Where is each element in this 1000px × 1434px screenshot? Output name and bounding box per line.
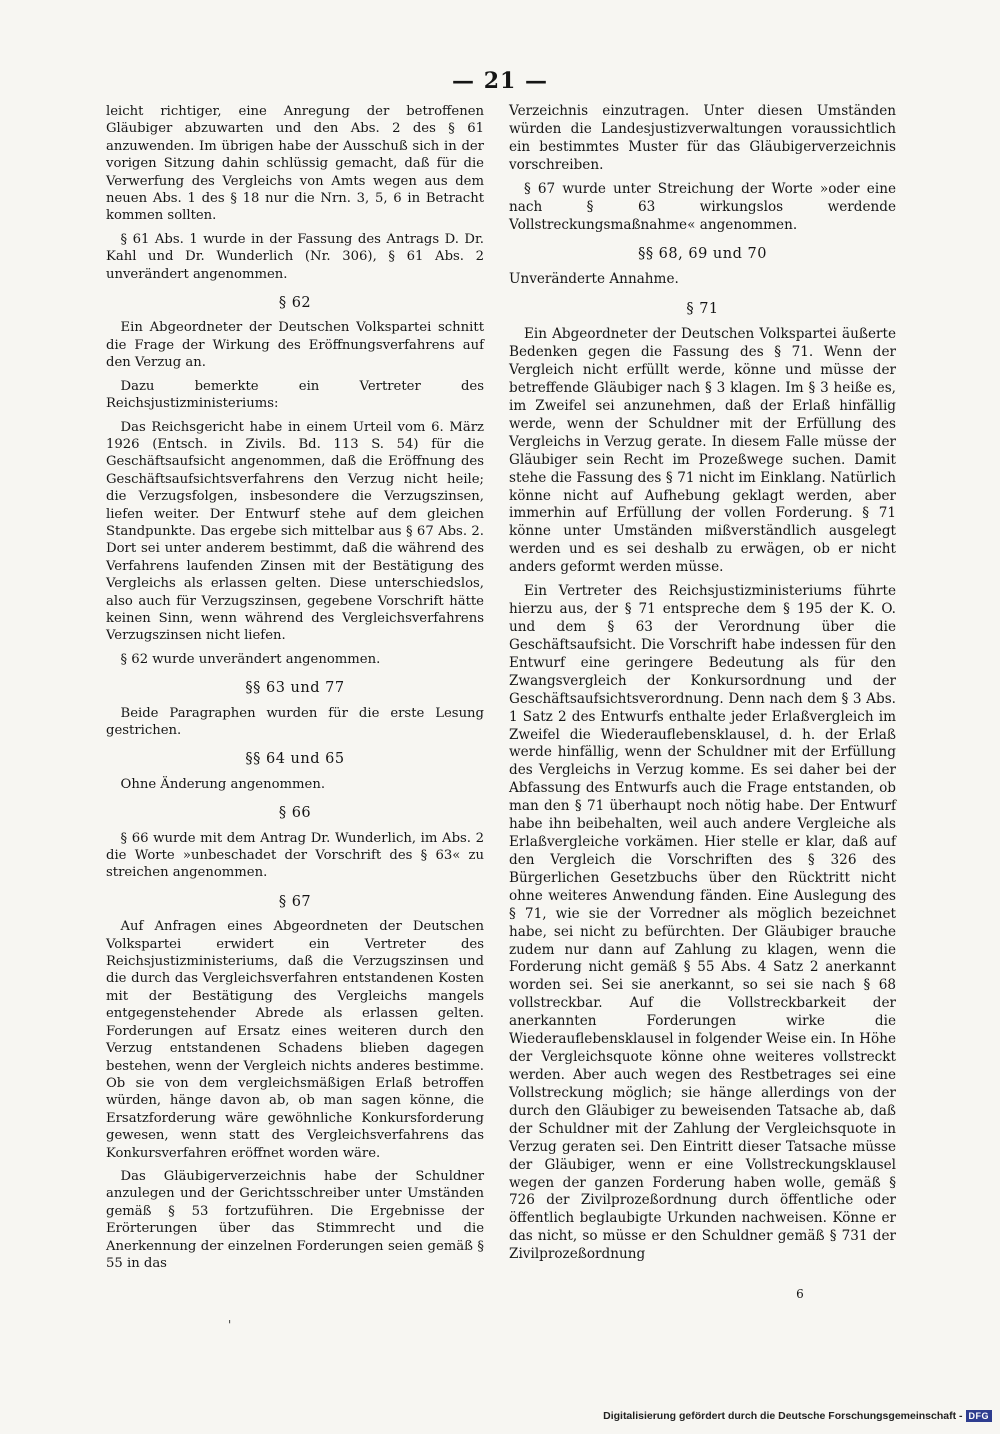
- paragraph: Das Gläubigerverzeichnis habe der Schuldner anzulegen und der Gerichtsschreiber unter Umständen gemäß § 53 fortzuführen. Die Ergebnisse der Erörterungen über das Stimmrecht und die Anerkennung der einzelnen Forderungen seien gemäß § 55 in das: [106, 1168, 484, 1271]
- dfg-logo-icon: DFG: [966, 1410, 993, 1422]
- paragraph: leicht richtiger, eine Anregung der betroffenen Gläubiger abzuwarten und den Abs. 2 des § 61 anzuwenden. Im übrigen habe der Ausschuß sich in der vorigen Sitzung dahin schlüssig gemacht, daß für die Verwerfung des Vergleichs von Amts wegen aus dem neuen Abs. 1 des § 18 nur die Nrn. 3, 5, 6 in Betracht kommen sollten.: [106, 104, 484, 224]
- paragraph: Unveränderte Annahme.: [509, 271, 679, 288]
- paragraph: Ohne Änderung angenommen.: [120, 776, 326, 792]
- section-heading: § 66: [278, 805, 312, 822]
- right-column: [509, 103, 896, 1270]
- section-heading: § 62: [278, 295, 312, 312]
- footer-credit: Digitalisierung gefördert durch die Deutsche Forschungsgemeinschaft -: [603, 1410, 963, 1422]
- paragraph: Ein Abgeordneter der Deutschen Volkspartei schnitt die Frage der Wirkung des Eröffnungsverfahrens auf den Verzug an.: [106, 320, 484, 371]
- section-heading: §§ 68, 69 und 70: [638, 246, 767, 263]
- paragraph: § 66 wurde mit dem Antrag Dr. Wunderlich, im Abs. 2 die Worte »unbeschadet der Vorschrift des § 63« zu streichen angenommen.: [106, 830, 484, 881]
- paragraph: Auf Anfragen eines Abgeordneten der Deutschen Volkspartei erwidert ein Vertreter des Reichsjustizministeriums, daß die Verzugszinsen und die durch das Vergleichsverfahren entstandenen Kosten mit der Bestätigung des Vergleichs mangels entgegenstehender Abrede als erlassen gelten. Forderungen auf Ersatz eines weiteren durch den Verzug entstandenen Schadens blieben dagegen bestehen, wenn der Vergleich nichts anderes bestimme. Ob sie von dem vergleichsmäßigen Erlaß betroffen würden, hänge davon ab, ob man sagen könne, die Ersatzforderung wäre gewöhnliche Konkursforderung gewesen, wenn statt des Vergleichsverfahrens das Konkursverfahren eröffnet worden wäre.: [106, 919, 484, 1161]
- paragraph: Ein Abgeordneter der Deutschen Volkspartei äußerte Bedenken gegen die Fassung des § 71. Wenn der Vergleich nicht erfüllt werde, könne und müsse der betreffende Gläubiger nach § 3 klagen. Im § 3 heiße es, im Zweifel sei anzunehmen, daß der Erlaß hinfällig werde, wenn der Schuldner mit der Erfüllung des Vergleichs in Verzug gerate. In diesem Falle müsse der Gläubiger sein Recht im Prozeßwege suchen. Damit stehe die Fassung des § 71 nicht im Einklang. Natürlich könne nicht auf Aufhebung geklagt werden, aber immerhin auf Erfüllung der vollen Forderung. § 71 könne unter Umständen mißverständlich ausgelegt werden und es sei deshalb zu erwägen, ob er nicht anders geformt werden müsse.: [509, 326, 896, 576]
- footer: [600, 1410, 992, 1422]
- paragraph: § 61 Abs. 1 wurde in der Fassung des Antrags D. Dr. Kahl und Dr. Wunderlich (Nr. 306), § 61 Abs. 2 unverändert angenommen.: [106, 231, 484, 282]
- section-heading: § 71: [686, 301, 719, 318]
- paragraph: Verzeichnis einzutragen. Unter diesen Umständen würden die Landesjustizverwaltungen voraussichtlich ein bestimmtes Muster für das Gläubigerverzeichnis vorschreiben.: [509, 103, 896, 173]
- paragraph: Beide Paragraphen wurden für die erste Lesung gestrichen.: [106, 705, 484, 738]
- paragraph: § 67 wurde unter Streichung der Worte »oder eine nach § 63 wirkungslos werdende Vollstreckungsmaßnahme« angenommen.: [509, 180, 896, 233]
- stray-mark: ': [228, 1318, 232, 1332]
- signature-mark: 6: [796, 1287, 804, 1301]
- section-heading: §§ 63 und 77: [245, 680, 345, 697]
- section-heading: § 67: [278, 893, 312, 910]
- page-number: — 21 —: [452, 68, 548, 94]
- paragraph: Das Reichsgericht habe in einem Urteil vom 6. März 1926 (Entsch. in Zivils. Bd. 113 S. 54) für die Geschäftsaufsicht angenommen, daß die Eröffnung des Geschäftsaufsichtsverfahrens den Verzug nicht heile; die Verzugsfolgen, insbesondere die Verzugszinsen, liefen weiter. Der Entwurf stehe auf dem gleichen Standpunkte. Das ergebe sich mittelbar aus § 67 Abs. 2. Dort sei unter anderem bestimmt, daß die während des Verfahrens laufenden Zinsen mit der Bestätigung des Vergleichs als erlassen gelten. Diese unterschiedslos, also auch für Verzugszinsen, gegebene Vorschrift hätte keinen Sinn, wenn während des Vergleichsverfahrens Verzugszinsen nicht liefen.: [106, 419, 484, 644]
- paragraph: Ein Vertreter des Reichsjustizministeriums führte hierzu aus, der § 71 entspreche dem § 195 der K. O. und dem § 63 der Verordnung über die Geschäftsaufsicht. Die Vorschrift habe indessen für den Entwurf eine geringere Bedeutung als für den Zwangsvergleich der Konkursordnung und der Geschäftsaufsichtsverordnung. Denn nach dem § 3 Abs. 1 Satz 2 des Entwurfs enthalte jeder Erlaßvergleich im Zweifel die Wiederauflebensklausel, d. h. der Erlaß werde hinfällig, wenn der Schuldner mit der Erfüllung des Vergleichs in Verzug komme. Es sei daher bei der Abfassung des Entwurfs auch die Frage entstanden, ob man den § 71 überhaupt noch nötig habe. Der Entwurf habe ihn beibehalten, weil auch andere Vergleiche als Erlaßvergleiche vorkämen. Hier stelle er klar, daß auf den Vergleich die Vorschriften des § 326 des Bürgerlichen Gesetzbuchs über den Rücktritt nicht ohne weiteres Anwendung fänden. Eine Auslegung des § 71, wie sie der Vorredner als möglich bezeichnet habe, sei nicht zu befürchten. Der Gläubiger brauche zudem nur dann auf Zahlung zu klagen, wenn die Forderung nicht gemäß § 55 Abs. 4 Satz 2 anerkannt worden sei. Sei sie anerkannt, so sei sie nach § 68 vollstreckbar. Auf die Vollstreckbarkeit der anerkannten Forderungen wirke die Wiederauflebensklausel in folgender Weise ein. In Höhe der Vergleichsquote könne ohne weiteres vollstreckt werden. Aber auch wegen des Restbetrages sei eine Vollstreckung möglich; sie hänge allerdings von der durch den Gläubiger zu beweisenden Tatsache ab, daß der Schuldner mit der Zahlung der Vergleichsquote in Verzug geraten sei. Den Eintritt dieser Tatsache müsse der Gläubiger, wenn er eine Vollstreckungsklausel wegen der ganzen Forderung haben wolle, gemäß § 726 der Zivilprozeßordnung durch öffentliche oder öffentlich beglaubigte Urkunden nachweisen. Könne er das nicht, so müsse er den Schuldner gemäß § 731 der Zivilprozeßordnung: [509, 583, 896, 1263]
- paragraph: § 62 wurde unverändert angenommen.: [120, 651, 381, 667]
- left-column: [106, 103, 484, 1278]
- section-heading: §§ 64 und 65: [245, 751, 345, 768]
- paragraph: Dazu bemerkte ein Vertreter des Reichsjustizministeriums:: [106, 378, 484, 412]
